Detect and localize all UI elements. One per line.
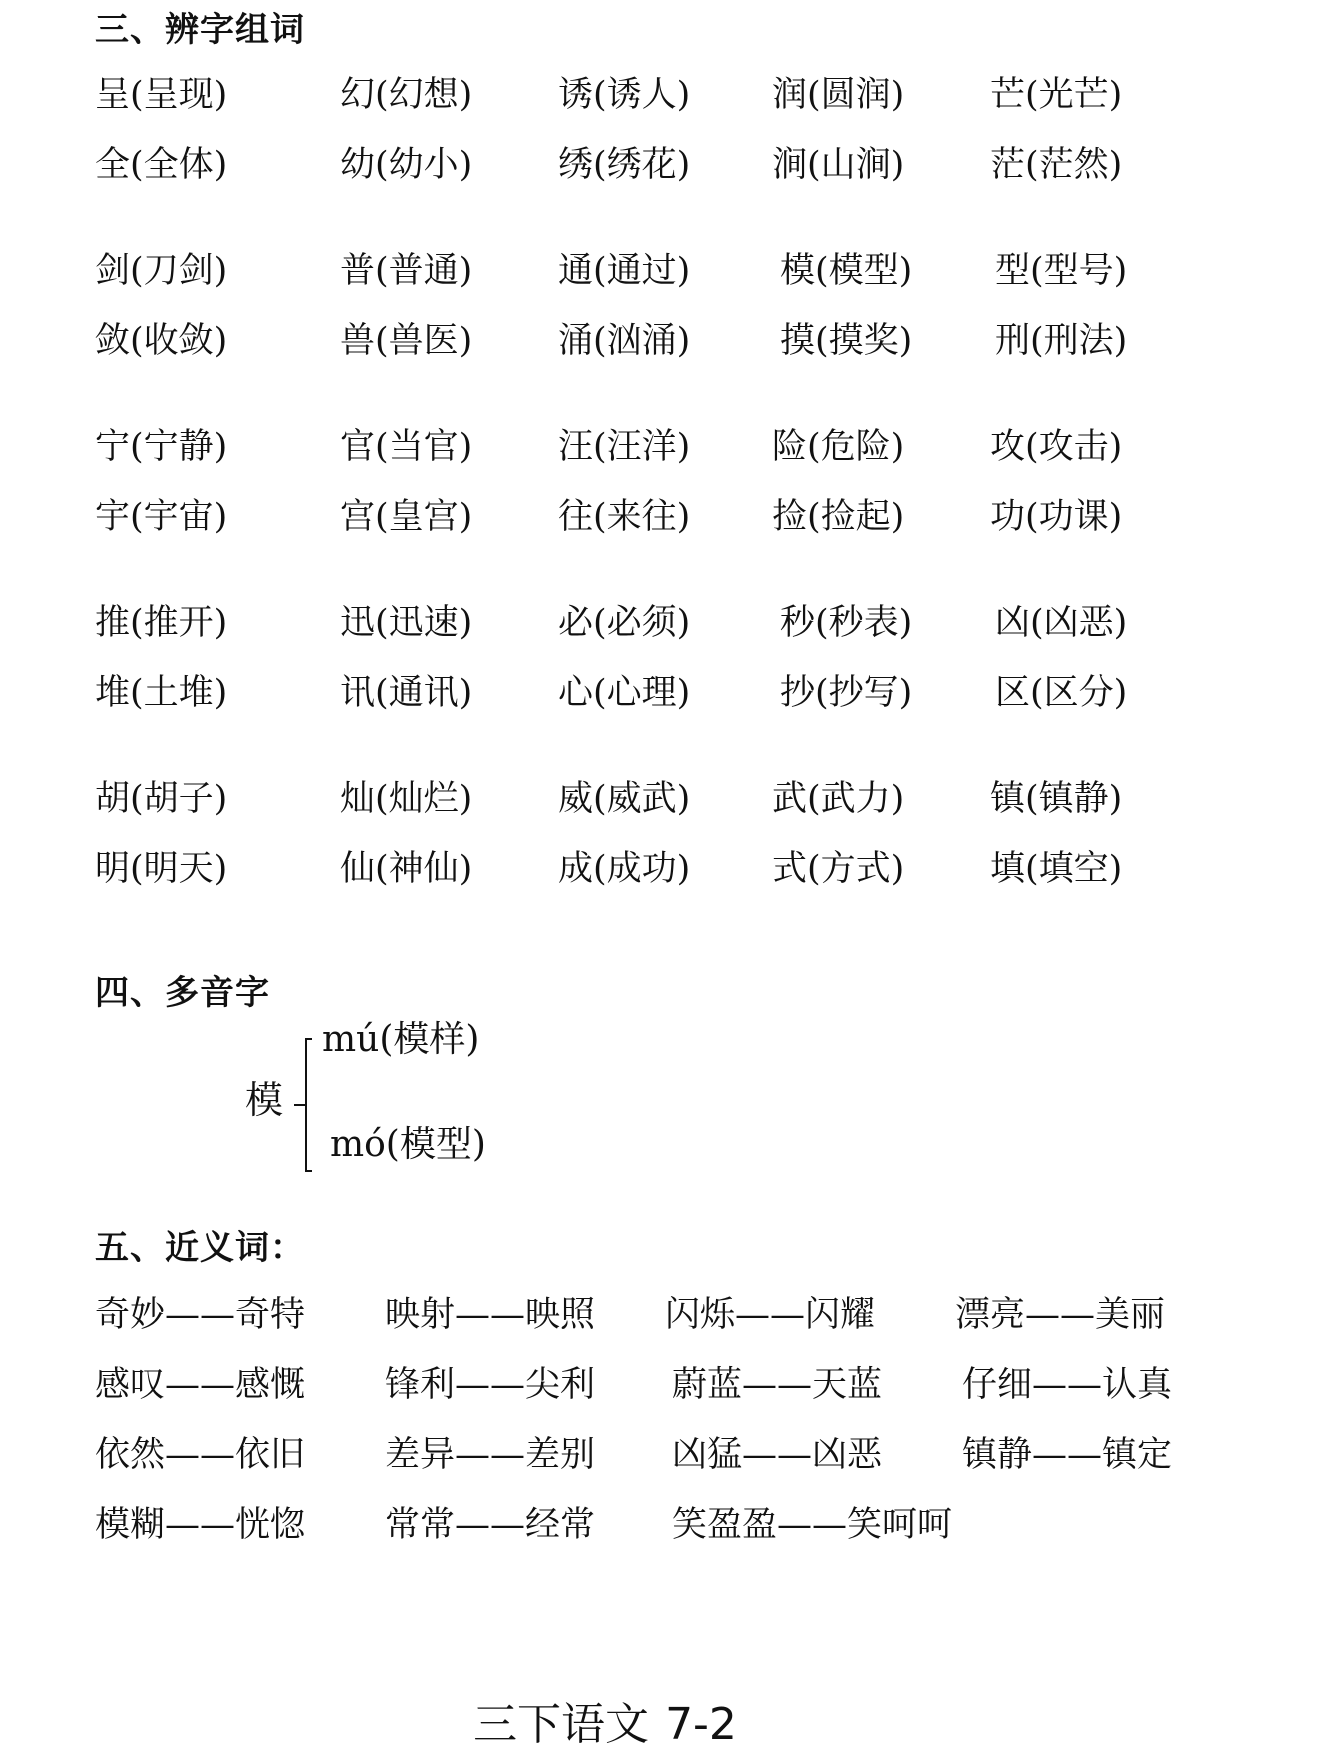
- word-group-cell: 讯(通讯): [340, 673, 473, 713]
- word-group-cell: 凶(凶恶): [995, 603, 1128, 643]
- synonym-pair: 笑盈盈——笑呵呵: [672, 1505, 953, 1545]
- word-group-cell: 堆(土堆): [95, 673, 228, 713]
- synonym-pair: 凶猛——凶恶: [672, 1435, 883, 1475]
- word-group-cell: 绣(绣花): [558, 145, 691, 185]
- word-group-cell: 普(普通): [340, 251, 473, 291]
- word-group-cell: 秒(秒表): [780, 603, 913, 643]
- synonym-pair: 感叹——感慨: [95, 1365, 306, 1405]
- synonym-pair: 蔚蓝——天蓝: [672, 1365, 883, 1405]
- footer-page-number: 7-2: [665, 1699, 737, 1750]
- word-group-cell: 模(模型): [780, 251, 913, 291]
- word-group-cell: 威(威武): [558, 779, 691, 819]
- word-group-cell: 剑(刀剑): [95, 251, 228, 291]
- word-group-cell: 芒(光芒): [990, 75, 1123, 115]
- word-group-cell: 幻(幻想): [340, 75, 473, 115]
- synonym-pair: 锋利——尖利: [385, 1365, 596, 1405]
- word-group-cell: 宇(宇宙): [95, 497, 228, 537]
- synonym-pair: 闪烁——闪耀: [665, 1295, 876, 1335]
- polyphonic-char: 模: [245, 1078, 284, 1122]
- word-group-cell: 镇(镇静): [990, 779, 1123, 819]
- polyphonic-reading-1: mú(模样): [322, 1019, 480, 1060]
- page-footer: [0, 1700, 1210, 1750]
- word-group-cell: 通(通过): [558, 251, 691, 291]
- word-group-cell: 抄(抄写): [780, 673, 913, 713]
- footer-subject: 三下语文: [473, 1699, 650, 1750]
- word-group-cell: 式(方式): [772, 849, 905, 889]
- synonym-pair: 依然——依旧: [95, 1435, 306, 1475]
- synonym-pair: 漂亮——美丽: [955, 1295, 1166, 1335]
- synonym-pair: 镇静——镇定: [962, 1435, 1173, 1475]
- word-group-cell: 摸(摸奖): [780, 321, 913, 361]
- word-group-cell: 填(填空): [990, 849, 1123, 889]
- word-group-cell: 诱(诱人): [558, 75, 691, 115]
- word-group-cell: 心(心理): [558, 673, 691, 713]
- synonym-pair: 仔细——认真: [962, 1365, 1173, 1405]
- synonym-pair: 映射——映照: [385, 1295, 596, 1335]
- word-group-cell: 仙(神仙): [340, 849, 473, 889]
- word-group-cell: 捡(捡起): [772, 497, 905, 537]
- section-heading-5: 五、近义词：: [95, 1228, 305, 1268]
- synonym-pair: 模糊——恍惚: [95, 1505, 306, 1545]
- word-group-cell: 呈(呈现): [95, 75, 228, 115]
- word-group-cell: 宁(宁静): [95, 427, 228, 467]
- word-group-cell: 功(功课): [990, 497, 1123, 537]
- word-group-cell: 胡(胡子): [95, 779, 228, 819]
- word-group-cell: 成(成功): [558, 849, 691, 889]
- word-group-cell: 全(全体): [95, 145, 228, 185]
- section-heading-3: 三、辨字组词: [95, 10, 305, 50]
- word-group-cell: 兽(兽医): [340, 321, 473, 361]
- word-group-cell: 推(推开): [95, 603, 228, 643]
- section-heading-4: 四、多音字: [95, 973, 270, 1013]
- word-group-cell: 涌(汹涌): [558, 321, 691, 361]
- word-group-cell: 宫(皇宫): [340, 497, 473, 537]
- word-group-cell: 迅(迅速): [340, 603, 473, 643]
- word-group-cell: 型(型号): [995, 251, 1128, 291]
- synonym-pair: 差异——差别: [385, 1435, 596, 1475]
- word-group-cell: 灿(灿烂): [340, 779, 473, 819]
- synonym-pair: 奇妙——奇特: [95, 1295, 306, 1335]
- word-group-cell: 汪(汪洋): [558, 427, 691, 467]
- word-group-cell: 区(区分): [995, 673, 1128, 713]
- word-group-cell: 往(来往): [558, 497, 691, 537]
- polyphonic-reading-2: mó(模型): [330, 1124, 486, 1165]
- word-group-cell: 必(必须): [558, 603, 691, 643]
- word-group-cell: 涧(山涧): [772, 145, 905, 185]
- word-group-cell: 攻(攻击): [990, 427, 1123, 467]
- word-group-cell: 幼(幼小): [340, 145, 473, 185]
- word-group-cell: 明(明天): [95, 849, 228, 889]
- word-group-cell: 敛(收敛): [95, 321, 228, 361]
- word-group-cell: 润(圆润): [772, 75, 905, 115]
- word-group-cell: 险(危险): [772, 427, 905, 467]
- word-group-cell: 刑(刑法): [995, 321, 1128, 361]
- word-group-cell: 武(武力): [772, 779, 905, 819]
- word-group-cell: 茫(茫然): [990, 145, 1123, 185]
- word-group-cell: 官(当官): [340, 427, 473, 467]
- synonym-pair: 常常——经常: [385, 1505, 596, 1545]
